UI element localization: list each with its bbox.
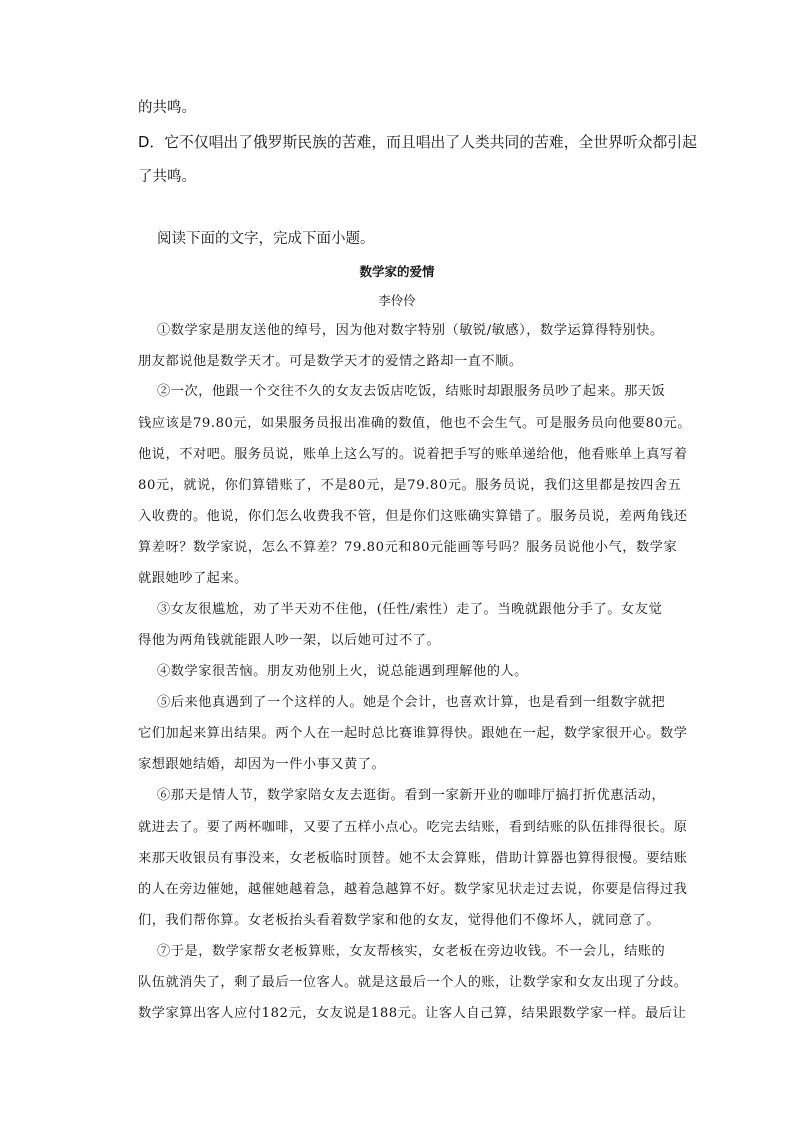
- article-line: 就进去了。要了两杯咖啡，又要了五样小点心。吃完去结账，看到结账的队伍排得很长。原: [138, 820, 688, 835]
- article-line: ④数学家很苦恼。朋友劝他别上火，说总能遇到理解他的人。: [157, 664, 528, 679]
- article-line: ①数学家是朋友送他的绰号，因为他对数字特别（敏锐/敏感），数学运算得特别快。: [157, 323, 664, 338]
- article-line: 队伍就消失了，剩了最后一位客人。就是这最后一个人的账，让数学家和女友出现了分歧。: [138, 975, 688, 990]
- article-line: ⑦于是，数学家帮女老板算账，女友帮核实，女老板在旁边收钱。不一会儿，结账的: [157, 944, 666, 959]
- article-line: ③女友很尴尬，劝了半天劝不住他，(任性/索性）走了。当晚就跟他分手了。女友觉: [157, 602, 663, 617]
- article-line: 数学家算出客人应付182元，女友说是188元。让客人自己算，结果跟数学家一样。最后让: [138, 1006, 687, 1021]
- article-line: ⑤后来他真遇到了一个这样的人。她是个会计，也喜欢计算，也是看到一组数字就把: [157, 695, 666, 710]
- article-line: 入收费的。他说，你们怎么收费我不管，但是你们这账确实算错了。服务员说，差两角钱还: [138, 509, 688, 524]
- article-line: 算差呀？数学家说，怎么不算差？79.80元和80元能画等号吗？服务员说他小气，数学家: [138, 540, 678, 555]
- article-line: 钱应该是79.80元，如果服务员报出准确的数值，他也不会生气。可是服务员向他要80元。: [138, 416, 691, 431]
- article-line: ②一次，他跟一个交往不久的女友去饭店吃饭，结账时却跟服务员吵了起来。那天饭: [157, 384, 666, 399]
- article-line: 朋友都说他是数学天才。可是数学天才的爱情之路却一直不顺。: [138, 354, 523, 369]
- intro-line-3: 了共鸣。: [138, 169, 196, 185]
- article-line: 得他为两角钱就能跟人吵一架，以后她可过不了。: [138, 633, 441, 648]
- article-author: 李伶伶: [378, 293, 416, 308]
- reading-instruction: 阅读下面的文字，完成下面小题。: [157, 231, 375, 247]
- article-line: 它们加起来算出结果。两个人在一起时总比赛谁算得快。跟她在一起，数学家很开心。数学: [138, 726, 688, 741]
- article-line: 他说，不对吧。服务员说，账单上这么写的。说着把手写的账单递给他，他看账单上真写着: [138, 447, 688, 462]
- article-line: 就跟她吵了起来。: [138, 571, 248, 586]
- article-line: 们，我们帮你算。女老板抬头看着数学家和他的女友，觉得他们不像坏人，就同意了。: [138, 913, 661, 928]
- article-title: 数学家的爱情: [359, 264, 435, 279]
- option-d-line: D．它不仅唱出了俄罗斯民族的苦难，而且唱出了人类共同的苦难，全世界听众都引起: [138, 134, 697, 151]
- article-line: ⑥那天是情人节，数学家陪女友去逛街。看到一家新开业的咖啡厅搞打折优惠活动，: [157, 788, 666, 803]
- article-line: 80元，就说，你们算错账了，不是80元，是79.80元。服务员说，我们这里都是按四舍五: [138, 478, 682, 493]
- article-line: 家想跟她结婚，却因为一件小事又黄了。: [138, 757, 386, 772]
- article-line: 来那天收银员有事没来，女老板临时顶替。她不太会算账，借助计算器也算得很慢。要结账: [138, 851, 688, 866]
- intro-line-1: 的共鸣。: [138, 100, 196, 116]
- article-line: 的人在旁边催她，越催她越着急，越着急越算不好。数学家见状走过去说，你要是信得过我: [138, 882, 688, 897]
